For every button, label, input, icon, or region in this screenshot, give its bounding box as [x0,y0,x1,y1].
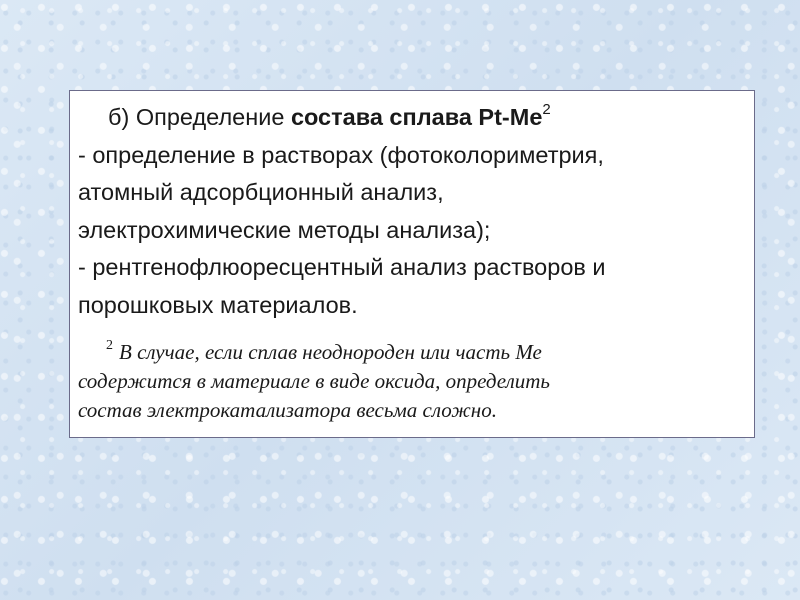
footnote-line: состав электрокатализатора весьма сложно. [78,398,497,422]
heading-prefix: б) Определение [108,104,291,130]
body-line: - рентгенофлюоресцентный анализ растворов и [78,254,606,280]
footnote [78,338,742,425]
body-line: атомный адсорбционный анализ, [78,179,444,205]
body-line: электрохимические методы анализа); [78,216,491,243]
footnote-line [78,338,742,367]
footnote-ref: 2 [542,101,551,119]
text-box [69,90,755,438]
section-heading [78,99,742,137]
body-line: - определение в растворах (фотоколориметрия, [78,141,604,168]
main-text [78,99,742,324]
footnote-mark: 2 [106,338,113,353]
footnote-line: содержится в материале в виде оксида, определить [78,369,550,393]
body-line: порошковых материалов. [78,291,358,318]
footnote-text: В случае, если сплав неоднороден или часть Ме [119,340,542,364]
heading-bold: состава сплава Pt-Me [290,104,543,130]
